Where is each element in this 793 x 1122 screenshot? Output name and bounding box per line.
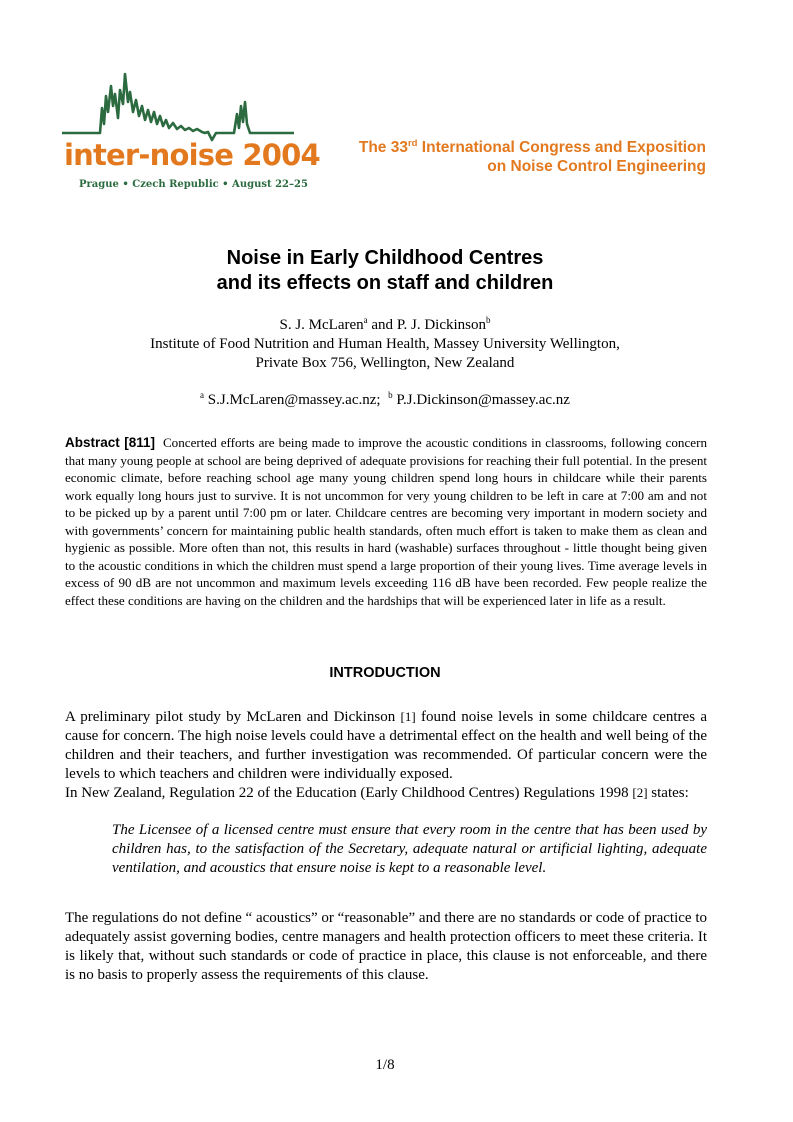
author-names: S. J. McLaren$^a$ and P. J. Dickinson$^b$	[279, 315, 491, 333]
citation-2: [2]	[632, 785, 648, 800]
intro-paragraph-1: A preliminary pilot study by McLaren and Dickinson [1] found noise levels in some childcare centres a cause for concern. The high noise levels could have a detrimental effect on the health and well being of the children and their teachers, and further investigation was recommended. Of particular concern were the levels to which teachers and children were individually exposed.	[65, 709, 707, 782]
conference-logo	[62, 72, 320, 194]
page-number: 1/8	[375, 1057, 395, 1073]
author-block	[0, 316, 770, 373]
affiliation-line-1: Institute of Food Nutrition and Human Health, Massey University Wellington,	[150, 336, 620, 352]
congress-heading	[359, 138, 706, 176]
noise-skyline-graphic	[62, 72, 294, 142]
affiliation-line-2: Private Box 756, Wellington, New Zealand	[255, 355, 515, 371]
regulation-quote: The Licensee of a licensed centre must ensure that every room in the centre that has been used by children has, to the satisfaction of the Secretary, adequate natural or artificial lighting, adequate ventilation, and acoustics that ensure noise is kept to a reasonable level.	[112, 822, 707, 876]
logo-subtitle: Prague • Czech Republic • August 22–25	[79, 179, 308, 190]
abstract	[65, 434, 707, 609]
congress-line-2: on Noise Control Engineering	[487, 158, 706, 175]
congress-line-1: The 33rd International Congress and Exposition	[358, 138, 706, 156]
author-emails: $^a$ S.J.McLaren@massey.ac.nz; $^b$ P.J.Dickinson@massey.ac.nz	[200, 390, 570, 408]
section-heading-introduction: INTRODUCTION	[329, 665, 441, 681]
paper-title: Noise in Early Childhood Centres and its effects on staff and children	[216, 247, 554, 294]
email-link-a[interactable]: S.J.McLaren@massey.ac.nz;	[204, 392, 381, 408]
abstract-text: Concerted efforts are being made to improve the acoustic conditions in classrooms, following concern that many young people at school are being deprived of adequate provisions for reaching their full potential. In the present economic climate, before reaching school age many young children spend long hours in childcare while their parents work equally long hours just to survive. It is not uncommon for very young children to be left in care at 7:00 am and not to be picked up by a parent until 7:00 pm or later. Childcare centres are becoming very important in modern society and with governments’ concern for maintaining public health standards, often much effort is taken to make them as clean and hygienic as possible. More often than not, this results in hard (washable) surfaces throughout - little thought being given to the acoustic conditions in which the children must spend a large proportion of their young lives. Time average levels in excess of 90 dB are not uncommon and maximum levels exceeding 116 dB have been recorded. Few people realize the effect these conditions are having on the children and the hardships that will be experienced later in life as a result.	[65, 435, 707, 608]
email-link-b[interactable]: P.J.Dickinson@massey.ac.nz	[392, 392, 570, 408]
abstract-label: Abstract [811]	[65, 435, 155, 450]
logo-wordmark: inter-noise 2004	[64, 138, 320, 172]
intro-paragraph-3: The regulations do not define “ acoustics” or “reasonable” and there are no standards or code of practice to adequately assist governing bodies, centre managers and health protection officers to meet these criteria. It is likely that, without such standards or code of practice in place, this clause is not enforceable, and there is no basis to properly assess the requirements of this clause.	[65, 910, 707, 983]
citation-1: [1]	[400, 709, 416, 724]
intro-paragraph-2: In New Zealand, Regulation 22 of the Education (Early Childhood Centres) Regulations 1998 [2] states:	[65, 785, 689, 801]
